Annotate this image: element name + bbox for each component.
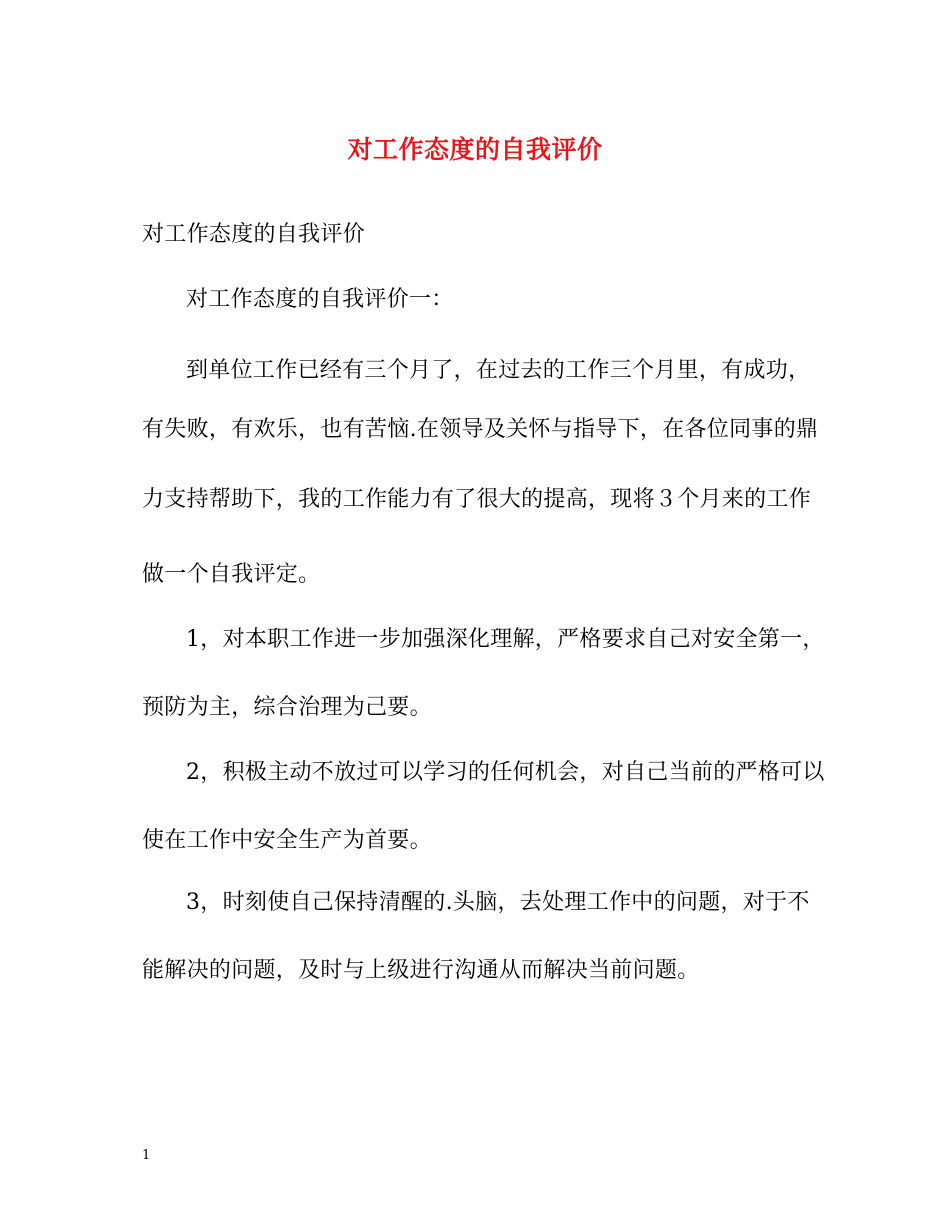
list-item-2-line: 2，积极主动不放过可以学习的任何机会，对自己当前的严格可以 [186,760,825,785]
list-item-1-line: 1，对本职工作进一步加强深化理解，严格要求自己对安全第一， [186,627,825,652]
list-item-1-line: 预防为主，综合治理为己要。 [142,695,432,720]
page-number: 1 [142,1148,151,1163]
paragraph-line: 做一个自我评定。 [142,562,321,587]
document-title: 对工作态度的自我评价 [347,135,603,164]
section-heading: 对工作态度的自我评价一： [186,287,454,312]
paragraph-line: 有失败，有欢乐，也有苦恼.在领导及关怀与指导下，在各位同事的鼎 [142,417,819,442]
paragraph-line: 到单位工作已经有三个月了，在过去的工作三个月里，有成功， [186,358,811,383]
paragraph-line: 力支持帮助下，我的工作能力有了很大的提高，现将３个月来的工作 [142,487,812,512]
document-subtitle: 对工作态度的自我评价 [142,222,366,247]
list-item-3-line: 能解决的问题，及时与上级进行沟通从而解决当前问题。 [142,958,700,983]
list-item-2-line: 使在工作中安全生产为首要。 [142,828,432,853]
list-item-3-line: 3，时刻使自己保持清醒的.头脑，去处理工作中的问题，对于不 [186,890,810,915]
